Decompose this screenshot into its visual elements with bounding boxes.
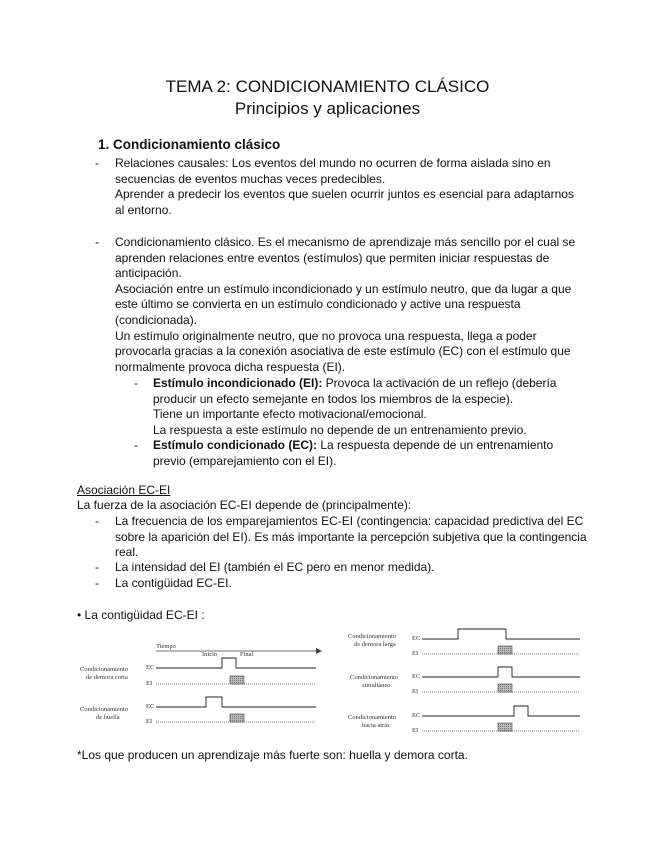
figure-right-timing [340,626,585,736]
bullet-dash: - [95,514,99,528]
ei-label: EI [412,650,419,657]
huella-label-2: de huella [96,714,120,721]
tiempo-label: Tiempo [156,643,176,650]
huella-label-1: Condicionamiento [80,706,129,713]
demora-larga-label-1: Condicionamiento [348,633,397,640]
ei-label: EI [146,718,153,725]
simultaneo-label-1: Condicionamiento [350,674,399,681]
bullet-relaciones-causales: Relaciones causales: Los eventos del mundo no ocurren de forma aislada sino en secuencias de eventos muchas veces predecibles. Aprender a predecir los eventos que suelen ocurrir juntos es esencial para adaptarnos al entorno. [115,156,574,217]
ec-label: EC [412,712,421,719]
ei-pulse-demora-corta [230,676,244,684]
footer-note: *Los que producen un aprendizaje más fuerte son: huella y demora corta. [77,748,468,762]
figure-left-timing [76,636,326,730]
ei-pulse-hacia-atras [498,723,512,731]
contiguidad-label: • La contigüidad EC-EI : [77,608,205,622]
sub-bullet-dash: - [134,376,138,390]
ei-pulse-demora-larga [498,646,512,654]
ei-label: EI [146,680,153,687]
ec-signal-demora-larga [422,629,580,639]
ec-label: EC [412,673,421,680]
bullet-dash: - [95,156,99,170]
bullet-contiguidad: La contigüidad EC-EI. [115,576,232,590]
bullet-dash: - [95,576,99,590]
bullet-dash: - [95,560,99,574]
demora-larga-label-2: de demora larga [354,641,396,648]
ei-pulse-huella [230,714,244,722]
atras-label-2: hacia atrás [362,722,390,729]
ec-label: EC [412,635,421,642]
ei-label: EI [412,727,419,734]
time-arrowhead [316,648,322,654]
section-heading: 1. Condicionamiento clásico [98,137,281,152]
ei-pulse-simultaneo [498,684,512,692]
inicio-label: Inicio [202,651,218,658]
sub-bullet-estimulo-condicionado: Estímulo condicionado (EC): La respuesta depende de un entrenamiento previo (emparejamiento con el EI). [153,438,554,468]
ec-signal-simultaneo [422,667,580,677]
sub-bullet-dash: - [134,438,138,452]
sub-bullet-estimulo-incondicionado: Estímulo incondicionado (EI): Provoca la activación de un reflejo (debería producir un efecto semejante en todos los miembros de la especie). Tiene un importante efecto motivacional/emocional. La respuesta a este estímulo no depende de un entrenamiento previo. [153,376,557,437]
bullet-dash: - [95,235,99,249]
ec-signal-huella [156,697,316,707]
final-label: Final [240,651,254,658]
page-subtitle: Principios y aplicaciones [234,99,421,118]
bullet-intensidad: La intensidad del EI (también el EC pero en menor medida). [115,560,435,574]
ei-label: EI [412,688,419,695]
ec-label: EC [146,664,155,671]
demora-corta-label-1: Condicionamiento [80,666,129,673]
atras-label-1: Condicionamiento [348,714,397,721]
bullet-condicionamiento-clasico: Condicionamiento clásico. Es el mecanismo de aprendizaje más sencillo por el cual se aprenden relaciones entre eventos (estímulos) que permiten iniciar respuestas de anticipación. Asociación entre un estímulo incondicionado y un estímulo neutro, que da lugar a que este último se convierta en un estímulo condicionado y active una respuesta (condicionada). Un estímulo originalmente neutro, que no provoca una respuesta, llega a poder provocarla gracias a la conexión asociativa de este estímulo (EC) con el estímulo que normalmente provoca dicha respuesta (EI). [115,235,576,374]
demora-corta-label-2: de demora corta [86,674,128,681]
ec-signal-demora-corta [156,658,316,668]
ec-label: EC [146,703,155,710]
asociacion-intro: La fuerza de la asociación EC-EI depende de (principalmente): [77,498,412,512]
simultaneo-label-2: simultáneo [362,682,391,689]
page-title: TEMA 2: CONDICIONAMIENTO CLÁSICO [165,77,490,96]
ec-signal-hacia-atras [422,706,580,716]
bullet-frecuencia: La frecuencia de los emparejamientos EC-EI (contingencia: capacidad predictiva del EC sobre la aparición del EI). Es más importante la percepción subjetiva que la contingencia real. [115,514,587,560]
asociacion-heading: Asociación EC-EI [77,483,171,497]
